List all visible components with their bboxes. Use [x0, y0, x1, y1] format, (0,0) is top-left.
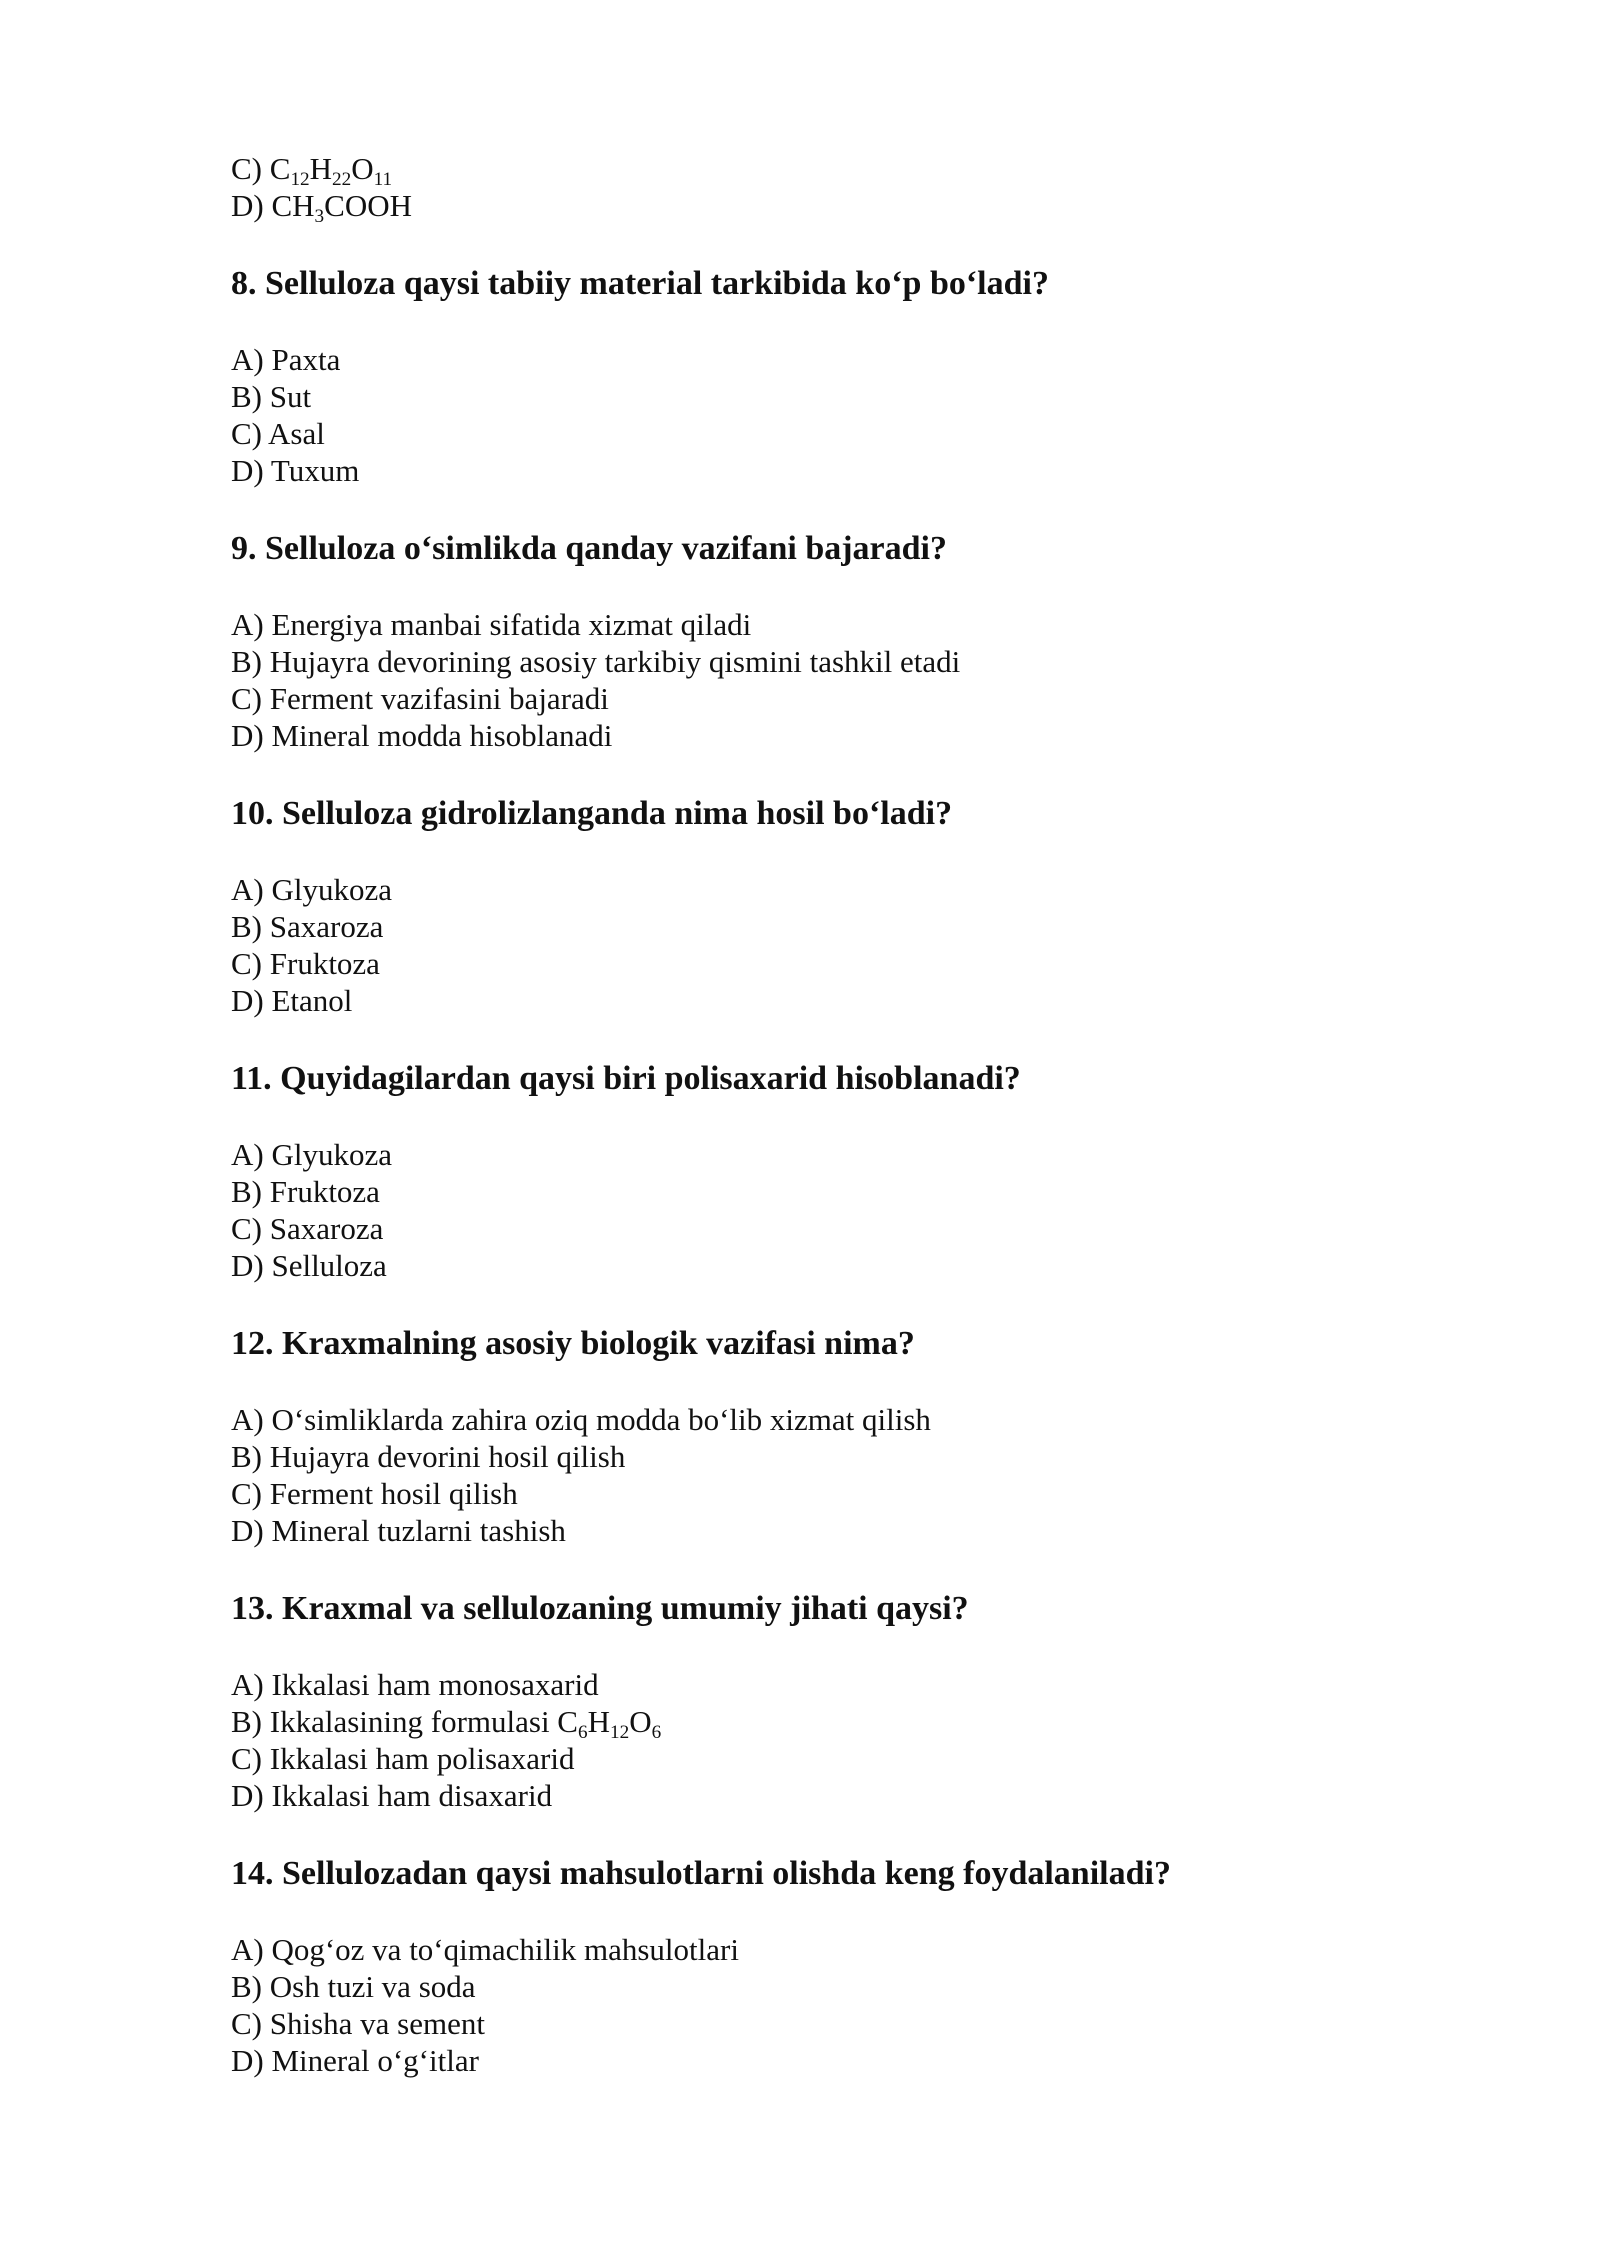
option-a: A) Ikkalasi ham monosaxarid — [231, 1667, 599, 1702]
option-c: C) Shisha va sement — [231, 2006, 485, 2041]
document-page — [231, 150, 1431, 2119]
option-b: B) Saxaroza — [231, 909, 384, 944]
option-b: B) Sut — [231, 379, 312, 414]
option-b: B) Hujayra devorini hosil qilish — [231, 1439, 626, 1474]
option-d: D) Mineral tuzlarni tashish — [231, 1513, 566, 1548]
option-b: B) Ikkalasining formulasi $C_6H_{12}O_6$ — [231, 1704, 662, 1743]
question-title: 9. Selluloza o‘simlikda qanday vazifani bajaradi? — [231, 530, 947, 567]
option-a: A) Energiya manbai sifatida xizmat qiladi — [231, 607, 752, 642]
question-title: 11. Quyidagilardan qaysi biri polisaxarid hisoblanadi? — [231, 1060, 1021, 1097]
option-b: B) Fruktoza — [231, 1174, 380, 1209]
option-c: C) $C_{12}H_{22}O_{11}$ — [231, 151, 393, 190]
previous-question-options — [231, 150, 1431, 227]
option-d: D) Mineral o‘g‘itlar — [231, 2043, 479, 2078]
option-c: C) Ferment vazifasini bajaradi — [231, 681, 609, 716]
question-title: 10. Selluloza gidrolizlanganda nima hosil bo‘ladi? — [231, 795, 953, 832]
option-c: C) Fruktoza — [231, 946, 380, 981]
question-title: 8. Selluloza qaysi tabiiy material tarkibida ko‘p bo‘ladi? — [231, 265, 1049, 302]
option-a: A) O‘simliklarda zahira oziq modda bo‘lib xizmat qilish — [231, 1402, 931, 1437]
option-a: A) Glyukoza — [231, 872, 392, 907]
question-8 — [231, 264, 1431, 489]
option-c: C) Saxaroza — [231, 1211, 384, 1246]
option-c: C) Ferment hosil qilish — [231, 1476, 518, 1511]
option-a: A) Qog‘oz va to‘qimachilik mahsulotlari — [231, 1932, 739, 1967]
option-d: D) Mineral modda hisoblanadi — [231, 718, 613, 753]
option-c: C) Ikkalasi ham polisaxarid — [231, 1741, 575, 1776]
option-d: D) Tuxum — [231, 453, 360, 488]
option-d: D) Ikkalasi ham disaxarid — [231, 1778, 553, 1813]
option-d: D) Selluloza — [231, 1248, 387, 1283]
question-9 — [231, 529, 1431, 754]
question-title: 14. Sellulozadan qaysi mahsulotlarni olishda keng foydalaniladi? — [231, 1855, 1171, 1892]
question-13 — [231, 1589, 1431, 1814]
option-a: A) Glyukoza — [231, 1137, 392, 1172]
question-14 — [231, 1854, 1431, 2079]
option-d: D) $CH_3COOH$ — [231, 188, 412, 227]
question-title: 12. Kraxmalning asosiy biologik vazifasi nima? — [231, 1325, 915, 1362]
option-b: B) Hujayra devorining asosiy tarkibiy qismini tashkil etadi — [231, 644, 961, 679]
question-11 — [231, 1059, 1431, 1284]
question-10 — [231, 794, 1431, 1019]
option-a: A) Paxta — [231, 342, 341, 377]
option-b: B) Osh tuzi va soda — [231, 1969, 476, 2004]
question-title: 13. Kraxmal va sellulozaning umumiy jihati qaysi? — [231, 1590, 969, 1627]
option-d: D) Etanol — [231, 983, 353, 1018]
option-c: C) Asal — [231, 416, 325, 451]
question-12 — [231, 1324, 1431, 1549]
